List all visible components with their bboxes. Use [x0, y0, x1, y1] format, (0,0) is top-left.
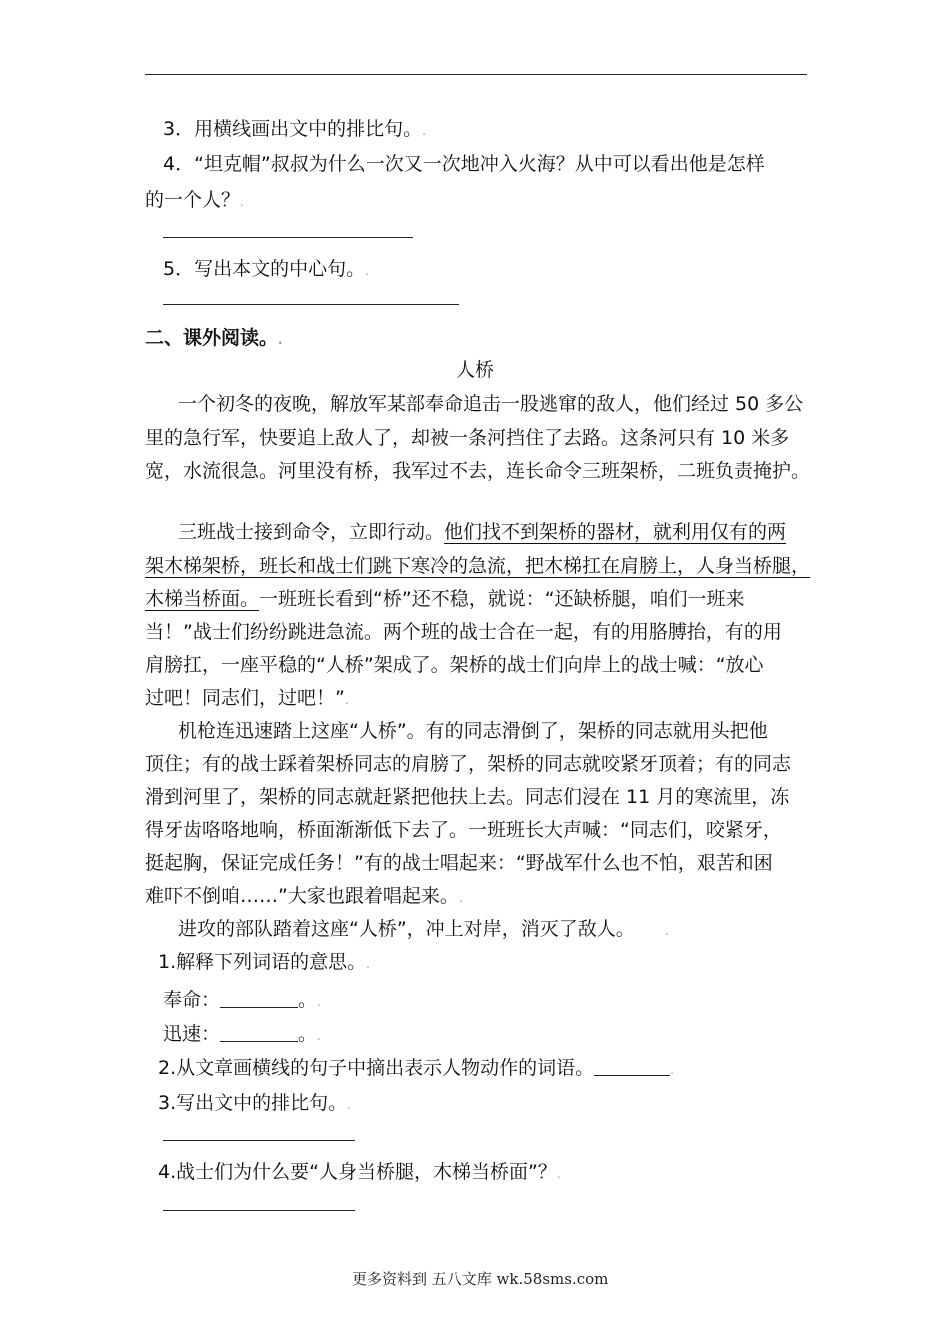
p1-line1: 一个初冬的夜晚，解放军某部奉命追击一股逃窜的敌人，他们经过 50 多公: [178, 393, 804, 415]
p3-line4: 得牙齿咯咯地响，桥面渐渐低下去了。一班班长大声喊：“同志们，咬紧牙，: [145, 819, 782, 841]
p4-line1: 进攻的部队踏着这座“人桥”，冲上对岸，消灭了敌人。 .: [178, 918, 669, 940]
question-5: 5．写出本文的中心句。.: [163, 258, 369, 280]
q2-1a: 奉命： 。.: [163, 989, 321, 1011]
p2-line1: 三班战士接到命令，立即行动。他们找不到架桥的器材，就利用仅有的两: [178, 521, 787, 543]
question-3: 3．用横线画出文中的排比句。.: [163, 118, 426, 140]
answer-line-2-4[interactable]: [163, 1210, 355, 1211]
p2-line2: 架木梯架桥，班长和战士们跳下寒冷的急流，把木梯扛在肩膀上，人身当桥腿，: [145, 555, 811, 577]
q2-1: 1.解释下列词语的意思。.: [158, 951, 370, 973]
p2-line5: 肩膀扛，一座平稳的“人桥”架成了。架桥的战士们向岸上的战士喊：“放心: [145, 654, 764, 676]
answer-line-q4[interactable]: [163, 237, 413, 238]
p3-line6: 难吓不倒咱……”大家也跟着唱起来。.: [145, 885, 463, 907]
answer-blank-2[interactable]: [594, 1059, 670, 1076]
p3-line5: 挺起胸，保证完成任务！”有的战士唱起来：“野战军什么也不怕，艰苦和困: [145, 852, 773, 874]
q2-1b: 迅速： 。.: [163, 1023, 321, 1045]
p2-line6: 过吧！同志们，过吧！”.: [145, 687, 349, 709]
p3-line3: 滑到河里了，架桥的同志就赶紧把他扶上去。同志们浸在 11 月的寒流里，冻: [145, 786, 790, 808]
underlined-sentence: 他们找不到架桥的器材，就利用仅有的两: [444, 521, 787, 543]
p3-line2: 顶住；有的战士踩着架桥同志的肩膀了，架桥的同志就咬紧牙顶着；有的同志: [145, 753, 792, 775]
header-rule: [145, 74, 807, 75]
footer-text: 更多资料到 五八文库 wk.58sms.com: [352, 1270, 609, 1288]
p3-line1: 机枪连迅速踏上这座“人桥”。有的同志滑倒了，架桥的同志就用头把他: [178, 720, 768, 742]
p1-line3: 宽，水流很急。河里没有桥，我军过不去，连长命令三班架桥，二班负责掩护。: [145, 460, 811, 482]
answer-line-2-3[interactable]: [163, 1140, 355, 1141]
q2-2: 2.从文章画横线的句子中摘出表示人物动作的词语。 .: [158, 1057, 674, 1079]
question-4-line2: 的一个人？.: [145, 189, 244, 211]
p2-line4: 当！”战士们纷纷跳进急流。两个班的战士合在一起，有的用胳膊抬，有的用: [145, 621, 782, 643]
answer-blank-1b[interactable]: [220, 1025, 298, 1042]
p1-line2: 里的急行军，快要追上敌人了，却被一条河挡住了去路。这条河只有 10 米多: [145, 427, 790, 449]
q2-4: 4.战士们为什么要“人身当桥腿，木梯当桥面”？.: [158, 1161, 561, 1183]
passage-title: 人桥: [456, 359, 495, 381]
question-4-line1: 4．“坦克帽”叔叔为什么一次又一次地冲入火海？从中可以看出他是怎样: [163, 153, 765, 175]
q2-3: 3.写出文中的排比句。.: [158, 1092, 351, 1114]
p2-line3: 木梯当桥面。一班班长看到“桥”还不稳，就说：“还缺桥腿，咱们一班来: [145, 588, 745, 610]
answer-line-q5[interactable]: [163, 304, 459, 305]
answer-blank-1a[interactable]: [220, 991, 298, 1008]
section-heading: 二、课外阅读。.: [145, 327, 283, 349]
